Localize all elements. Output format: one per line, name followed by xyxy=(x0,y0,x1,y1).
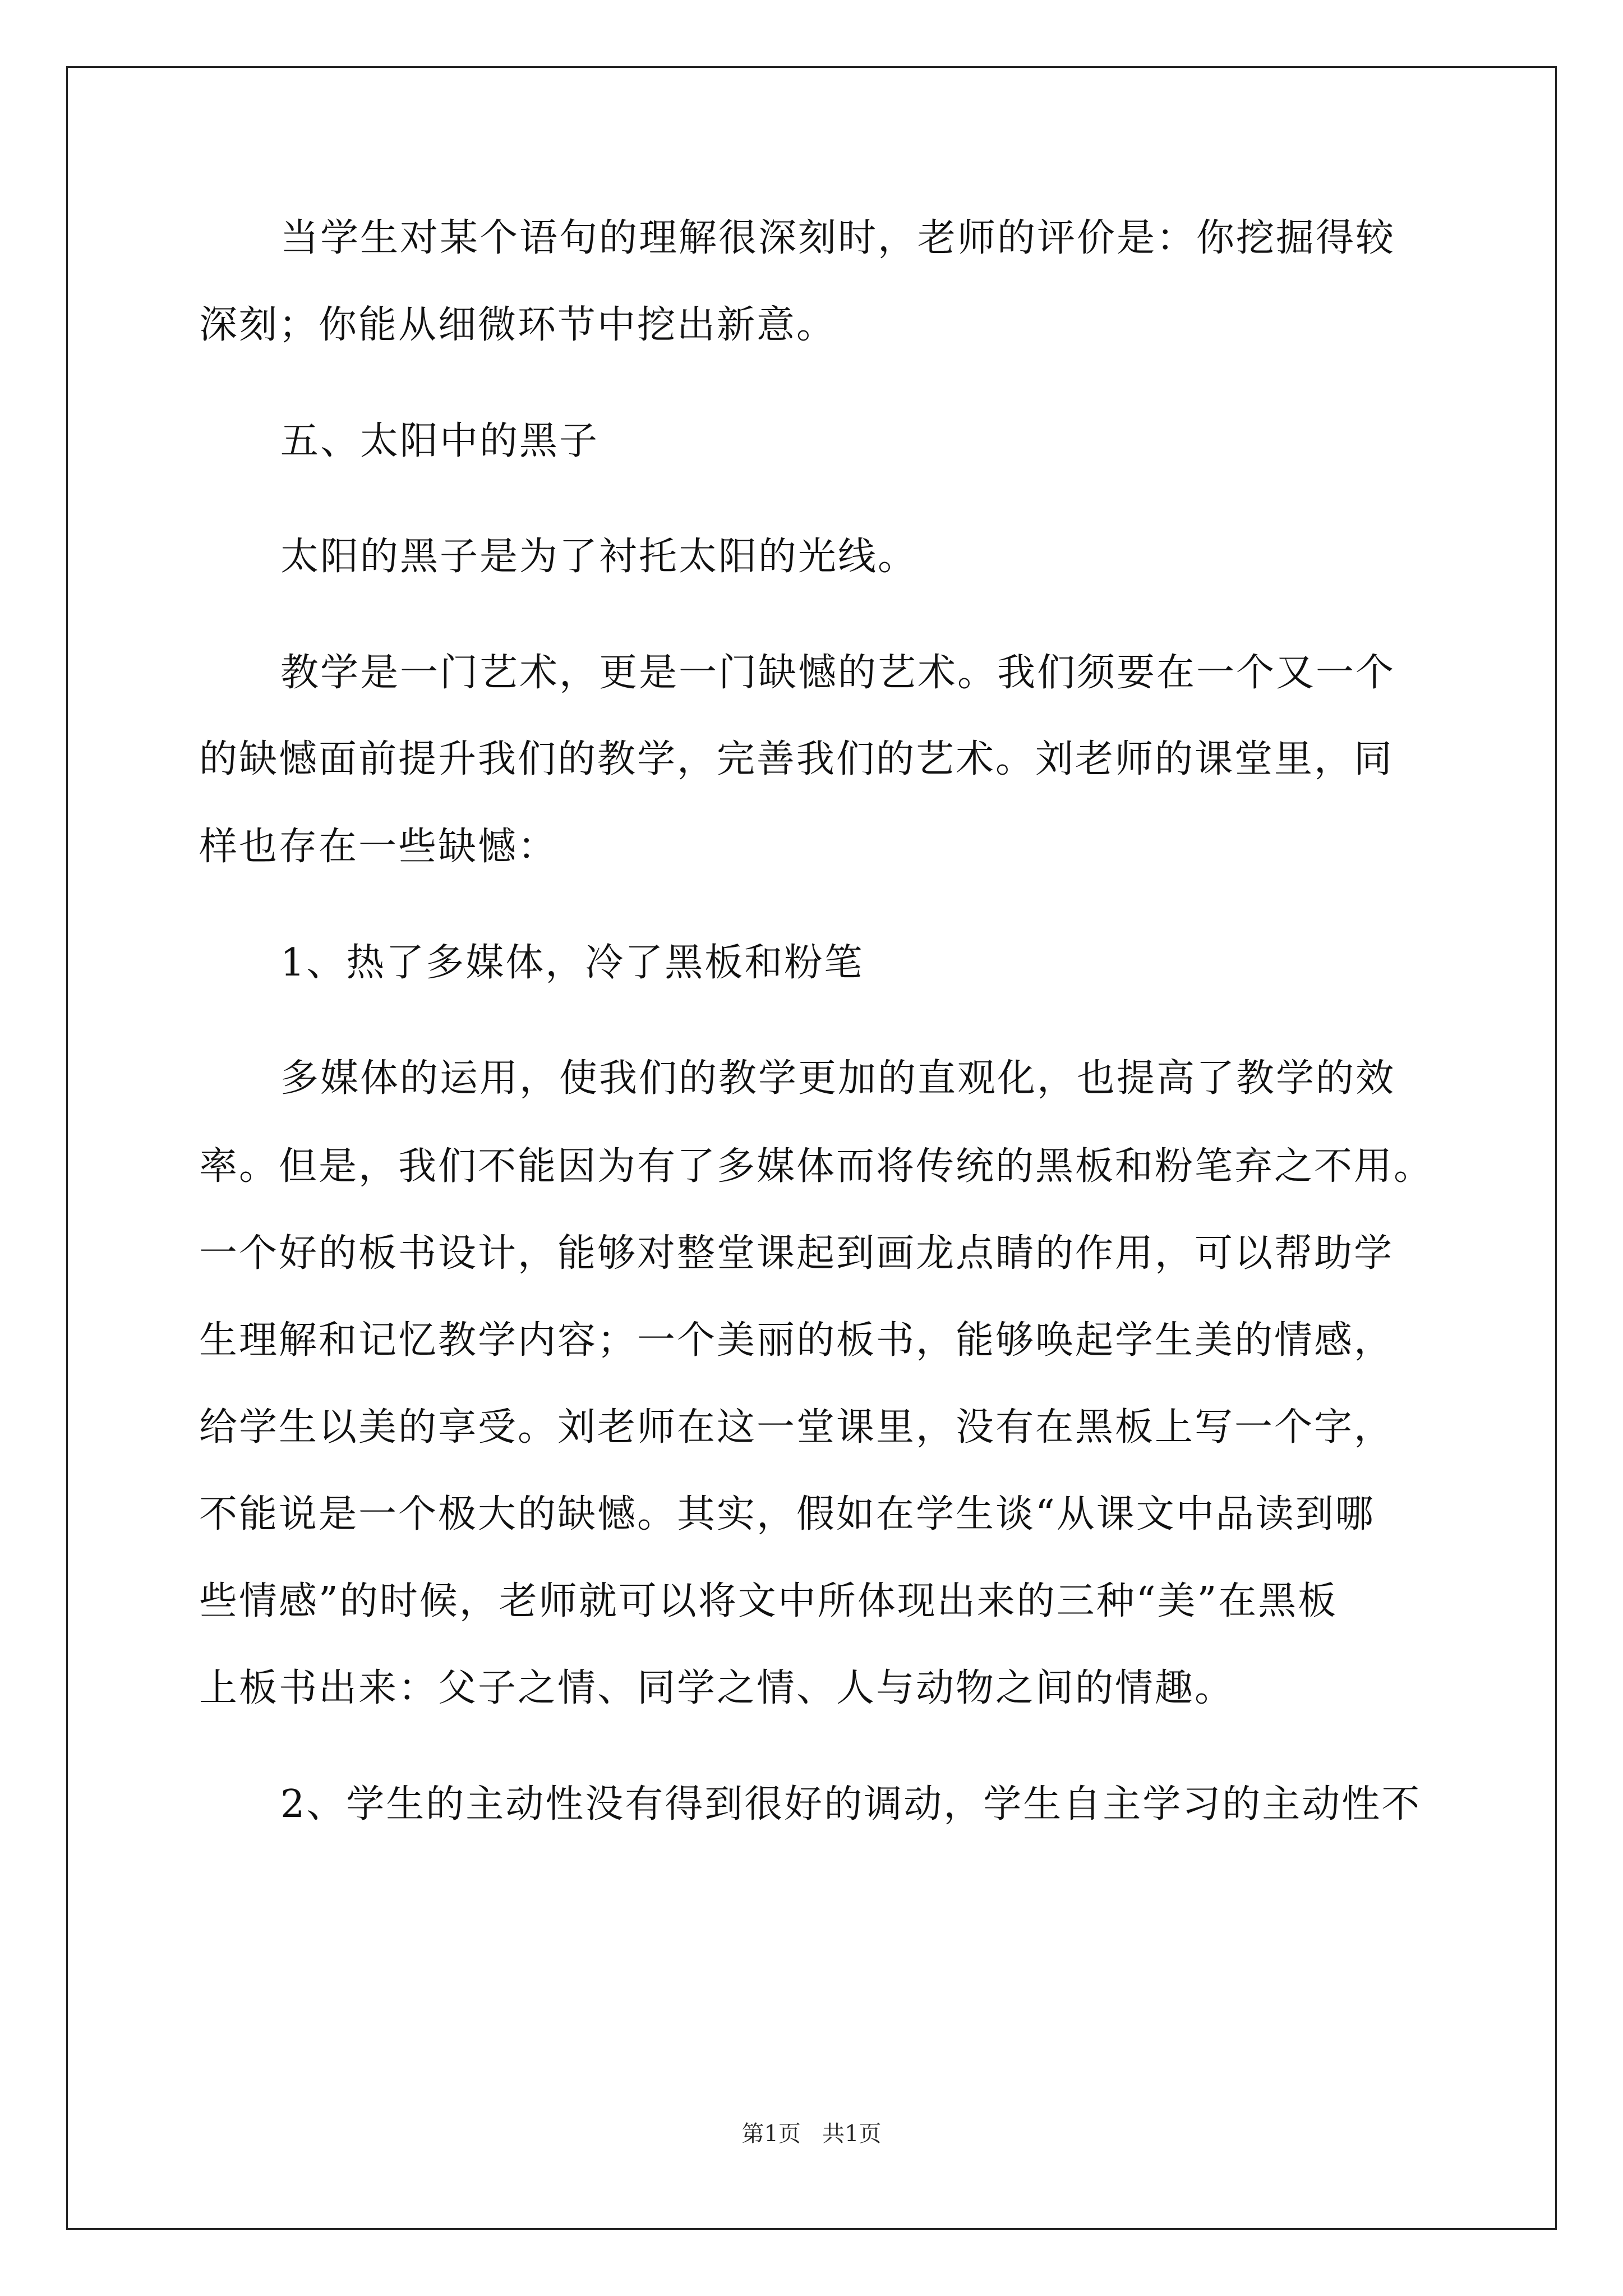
paragraph-line: 2、学生的主动性没有得到很好的调动，学生自主学习的主动性不 xyxy=(280,1782,1422,1826)
section-heading: 1、热了多媒体，冷了黑板和粉笔 xyxy=(280,941,864,985)
paragraph-line: 当学生对某个语句的理解很深刻时，老师的评价是：你挖掘得较 xyxy=(280,216,1396,260)
paragraph-line: 些情感”的时候，老师就可以将文中所体现出来的三种“美”在黑板 xyxy=(199,1579,1338,1623)
paragraph-line: 一个好的板书设计，能够对整堂课起到画龙点睛的作用，可以帮助学 xyxy=(199,1231,1394,1276)
section-heading: 五、太阳中的黑子 xyxy=(280,419,600,463)
paragraph-line: 多媒体的运用，使我们的教学更加的直观化，也提高了教学的效 xyxy=(280,1056,1396,1101)
paragraph-line: 教学是一门艺术，更是一门缺憾的艺术。我们须要在一个又一个 xyxy=(280,651,1396,695)
paragraph-line: 给学生以美的享受。刘老师在这一堂课里，没有在黑板上写一个字， xyxy=(199,1405,1394,1450)
paragraph-line: 的缺憾面前提升我们的教学，完善我们的艺术。刘老师的课堂里，同 xyxy=(199,737,1394,781)
paragraph-line: 率。但是，我们不能因为有了多媒体而将传统的黑板和粉笔弃之不用。 xyxy=(199,1144,1434,1189)
paragraph-line: 生理解和记忆教学内容；一个美丽的板书，能够唤起学生美的情感， xyxy=(199,1318,1394,1363)
paragraph-line: 太阳的黑子是为了衬托太阳的光线。 xyxy=(280,535,918,579)
paragraph-line: 不能说是一个极大的缺憾。其实，假如在学生谈“从课文中品读到哪 xyxy=(199,1492,1375,1536)
page-number-footer: 第1页 共1页 xyxy=(741,2121,882,2147)
paragraph-line: 深刻；你能从细微环节中挖出新意。 xyxy=(199,303,837,347)
paragraph-line: 上板书出来：父子之情、同学之情、人与动物之间的情趣。 xyxy=(199,1666,1235,1710)
paragraph-line: 样也存在一些缺憾： xyxy=(199,825,558,869)
